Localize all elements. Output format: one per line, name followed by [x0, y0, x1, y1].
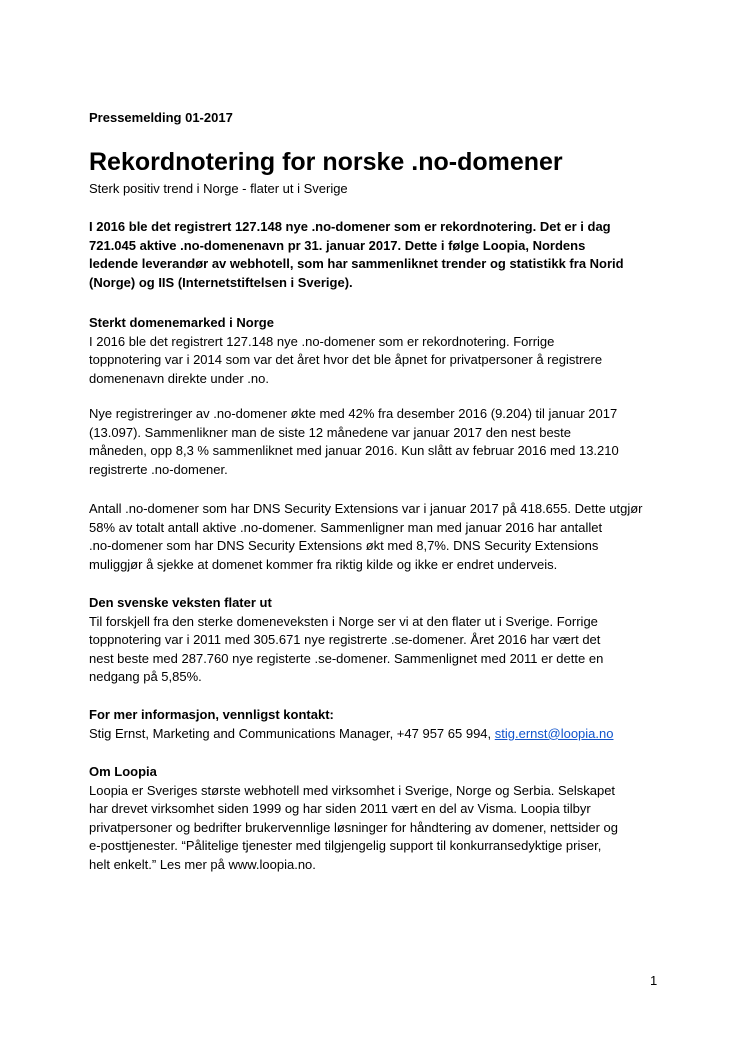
section-norway	[89, 314, 669, 388]
paragraph-line: domenenavn direkte under .no.	[89, 370, 269, 386]
lead-line: I 2016 ble det registrert 127.148 nye .no-domener som er rekordnotering. Det er i dag	[89, 219, 611, 234]
lead-paragraph	[89, 218, 669, 292]
paragraph-line: Til forskjell fra den sterke domeneveksten i Norge ser vi at den flater ut i Sverige. Forrige	[89, 613, 598, 629]
paragraph-line: I 2016 ble det registrert 127.148 nye .no-domener som er rekordnotering. Forrige	[89, 333, 555, 349]
paragraph-line: privatpersoner og bedrifter brukervennlige løsninger for håndtering av domener, nettsider og	[89, 819, 618, 835]
press-release-label: Pressemelding 01-2017	[89, 110, 233, 125]
paragraph-line: Nye registreringer av .no-domener økte med 42% fra desember 2016 (9.204) til januar 2017	[89, 406, 618, 421]
lead-line: (Norge) og IIS (Internetstiftelsen i Sverige).	[89, 274, 353, 290]
paragraph-line: muliggjør å sjekke at domenet kommer fra riktig kilde og ikke er endret underveis.	[89, 556, 558, 572]
section-heading: Om Loopia	[89, 764, 157, 779]
email-link[interactable]: stig.ernst@loopia.no	[494, 725, 614, 741]
section-heading: Sterkt domenemarked i Norge	[89, 315, 274, 330]
paragraph-line: toppnotering var i 2014 som var det året hvor det ble åpnet for privatpersoner å registrere	[89, 352, 603, 368]
section-about	[89, 763, 669, 875]
paragraph-line: nest beste med 287.760 nye registerte .se-domener. Sammenlignet med 2011 er dette en	[89, 650, 604, 666]
section-heading: For mer informasjon, vennligst kontakt:	[89, 707, 334, 722]
lead-line: 721.045 aktive .no-domenenavn pr 31. januar 2017. Dette i følge Loopia, Nordens	[89, 237, 586, 253]
paragraph-registrations	[89, 405, 669, 479]
paragraph-line: nedgang på 5,85%.	[89, 669, 202, 685]
section-contact	[89, 706, 669, 743]
section-heading: Den svenske veksten flater ut	[89, 595, 272, 610]
paragraph-line: toppnotering var i 2011 med 305.671 nye registrerte .se-domener. Året 2016 har vært det	[89, 632, 601, 648]
paragraph-line: måneden, opp 8,3 % sammenliknet med januar 2016. Kun slått av februar 2016 med 13.210	[89, 443, 619, 459]
paragraph-line: 58% av totalt antall aktive .no-domener. Sammenligner man med januar 2016 har antallet	[89, 519, 603, 535]
paragraph-dnssec	[89, 500, 669, 574]
section-sweden	[89, 594, 669, 687]
page-title: Rekordnotering for norske .no-domener	[89, 148, 563, 176]
paragraph-line: har drevet virksomhet siden 1999 og har siden 2011 vært en del av Visma. Loopia tilbyr	[89, 801, 591, 817]
paragraph-line: .no-domener som har DNS Security Extensions økt med 8,7%. DNS Security Extensions	[89, 538, 599, 554]
paragraph-line: (13.097). Sammenlikner man de siste 12 månedene var januar 2017 den nest beste	[89, 424, 572, 440]
lead-line: ledende leverandør av webhotell, som har sammenliknet trender og statistikk fra Norid	[89, 256, 624, 272]
paragraph-line: Antall .no-domener som har DNS Security Extensions var i januar 2017 på 418.655. Dette utgjør	[89, 501, 643, 516]
paragraph-line: e-posttjenester. “Pålitelige tjenester med tilgjengelig support til konkurransedyktige priser,	[89, 838, 602, 854]
contact-line	[89, 725, 669, 744]
paragraph-line: registrerte .no-domener.	[89, 461, 228, 477]
page-number: 1	[650, 973, 658, 988]
page-subtitle: Sterk positiv trend i Norge - flater ut i Sverige	[89, 181, 348, 196]
contact-text: Stig Ernst, Marketing and Communications Manager, +47 957 65 994,	[89, 725, 495, 741]
paragraph-line: Loopia er Sveriges største webhotell med virksomhet i Sverige, Norge og Serbia. Selskapet	[89, 782, 616, 798]
paragraph-line: helt enkelt.” Les mer på www.loopia.no.	[89, 856, 316, 872]
